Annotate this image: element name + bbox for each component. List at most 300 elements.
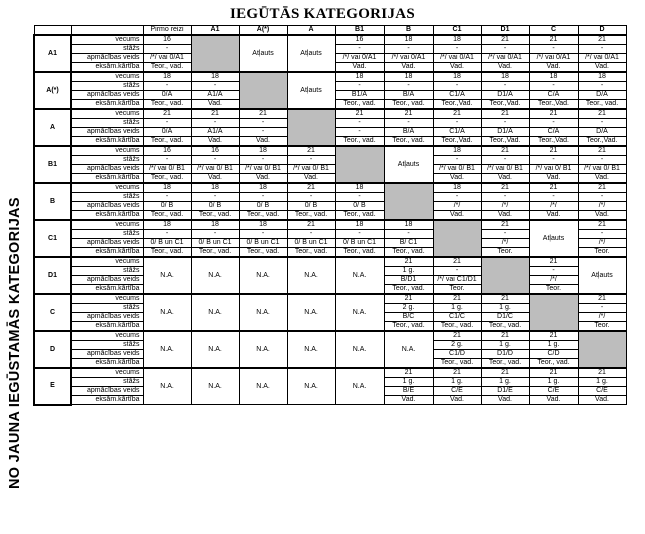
value-cell: 21 [433, 109, 481, 119]
value-cell: Vad. [529, 174, 578, 184]
value-cell: Teor., vad. [481, 359, 529, 369]
value-cell: - [529, 119, 578, 128]
value-cell: - [481, 45, 529, 54]
value-cell: Teor., vad. [384, 322, 433, 332]
value-cell: 0/A [143, 128, 191, 137]
value-cell: /*/ vai 0/ B1 [481, 165, 529, 174]
value-cell: - [433, 45, 481, 54]
row-label: vecums [71, 183, 143, 193]
value-cell: /*/ [529, 202, 578, 211]
value-cell: - [143, 45, 191, 54]
value-cell: 16 [143, 146, 191, 156]
value-cell: 21 [529, 331, 578, 341]
value-cell: - [143, 119, 191, 128]
value-cell: 21 [578, 146, 626, 156]
value-cell: Teor., vad. [481, 322, 529, 332]
row-label: vecums [71, 294, 143, 304]
value-cell: 18 [191, 220, 239, 230]
value-cell: - [433, 119, 481, 128]
value-cell: 21 [529, 368, 578, 378]
value-cell: /*/ [433, 202, 481, 211]
value-cell: 21 [143, 109, 191, 119]
na-cell: N.A. [335, 294, 384, 331]
na-cell: N.A. [287, 257, 335, 294]
value-cell: 1 g. [481, 341, 529, 350]
row-label: stāžs [71, 267, 143, 276]
value-cell: 21 [481, 35, 529, 45]
value-cell: Teor., vad. [578, 100, 626, 110]
row-label: vecums [71, 109, 143, 119]
value-cell: /*/ vai 0/A1 [143, 54, 191, 63]
row-label: apmācības veids [71, 239, 143, 248]
value-cell: 0/ B un C1 [143, 239, 191, 248]
value-cell: - [287, 230, 335, 239]
value-cell: - [578, 230, 626, 239]
value-cell: 21 [384, 294, 433, 304]
group-label-a: A [34, 109, 71, 146]
value-cell: Teor.,Vad. [578, 137, 626, 147]
row-label: eksām.kārtība [71, 322, 143, 332]
row-label: vecums [71, 257, 143, 267]
value-cell: 0/ B [335, 202, 384, 211]
header-first-time: Pirmo reizi [143, 26, 191, 36]
value-cell: - [433, 82, 481, 91]
na-cell: N.A. [239, 294, 287, 331]
value-cell: 18 [143, 220, 191, 230]
corner-cell [34, 26, 71, 36]
na-cell: N.A. [191, 294, 239, 331]
value-cell: 21 [529, 35, 578, 45]
value-cell: D1/E [481, 387, 529, 396]
row-label: vecums [71, 220, 143, 230]
row-label: vecums [71, 331, 143, 341]
value-cell: 18 [191, 183, 239, 193]
value-cell: - [384, 82, 433, 91]
value-cell: Teor., vad. [384, 100, 433, 110]
value-cell: B/A [384, 128, 433, 137]
value-cell: 1 g. [481, 304, 529, 313]
value-cell: Vad. [578, 211, 626, 221]
value-cell: Teor., vad. [191, 248, 239, 258]
group-label-as: A(*) [34, 72, 71, 109]
value-cell: C/A [529, 128, 578, 137]
value-cell: Teor., vad. [335, 137, 384, 147]
row-label: vecums [71, 72, 143, 82]
value-cell: 18 [433, 35, 481, 45]
value-cell: Teor.,Vad. [481, 137, 529, 147]
value-cell: Teor. [481, 248, 529, 258]
corner-cell [71, 26, 143, 36]
value-cell: Vad. [384, 63, 433, 73]
value-cell: - [239, 156, 287, 165]
value-cell: Teor.,Vad. [529, 100, 578, 110]
value-cell: 21 [578, 183, 626, 193]
value-cell: - [143, 156, 191, 165]
value-cell: 21 [481, 183, 529, 193]
value-cell: Teor., vad. [143, 248, 191, 258]
value-cell: Teor.,Vad. [433, 137, 481, 147]
value-cell: 1 g. [529, 341, 578, 350]
value-cell: D/A [578, 128, 626, 137]
na-cell: N.A. [287, 294, 335, 331]
value-cell: Teor., vad. [287, 211, 335, 221]
value-cell: Vad. [578, 174, 626, 184]
value-cell: 21 [529, 257, 578, 267]
table-row [34, 183, 626, 193]
value-cell: 0/ B [143, 202, 191, 211]
row-label: stāžs [71, 304, 143, 313]
value-cell: B/A [384, 91, 433, 100]
value-cell: Teor., vad. [335, 248, 384, 258]
value-cell: - [578, 156, 626, 165]
header-b: B [384, 26, 433, 36]
value-cell: - [335, 45, 384, 54]
value-cell: Teor., vad. [143, 174, 191, 184]
row-label: stāžs [71, 156, 143, 165]
value-cell: B1/A [335, 91, 384, 100]
value-cell: Vad. [239, 137, 287, 147]
value-cell: /*/ vai 0/A1 [384, 54, 433, 63]
value-cell: - [481, 193, 529, 202]
value-cell: Teor., vad. [239, 248, 287, 258]
value-cell: 0/ B un C1 [287, 239, 335, 248]
value-cell: 21 [384, 109, 433, 119]
value-cell: - [529, 193, 578, 202]
value-cell: 21 [433, 294, 481, 304]
table-row [34, 257, 626, 267]
row-label: eksām.kārtība [71, 211, 143, 221]
na-cell: N.A. [191, 331, 239, 368]
value-cell: Vad. [578, 396, 626, 405]
value-cell: 18 [191, 72, 239, 82]
value-cell: 0/ B [239, 202, 287, 211]
header-c: C [529, 26, 578, 36]
value-cell: 21 [529, 109, 578, 119]
value-cell: D1/A [481, 91, 529, 100]
value-cell: - [335, 230, 384, 239]
value-cell: - [143, 193, 191, 202]
row-label: apmācības veids [71, 54, 143, 63]
value-cell: D/A [578, 91, 626, 100]
value-cell: 21 [481, 368, 529, 378]
na-cell: N.A. [239, 331, 287, 368]
group-label-c: C [34, 294, 71, 331]
table-row [34, 202, 626, 211]
value-cell: 18 [384, 35, 433, 45]
value-cell: /*/ [481, 239, 529, 248]
value-cell: - [191, 82, 239, 91]
value-cell: /*/ vai 0/ B1 [578, 165, 626, 174]
not-applicable-cell [191, 35, 239, 72]
row-label: stāžs [71, 378, 143, 387]
value-cell: - [143, 82, 191, 91]
value-cell: - [335, 82, 384, 91]
value-cell: - [143, 230, 191, 239]
value-cell: /*/ vai 0/A1 [335, 54, 384, 63]
table-row [34, 211, 626, 221]
value-cell: /*/ [578, 239, 626, 248]
row-label: apmācības veids [71, 350, 143, 359]
value-cell: 18 [335, 183, 384, 193]
value-cell: Teor., vad. [143, 63, 191, 73]
value-cell: - [578, 119, 626, 128]
value-cell: 21 [384, 368, 433, 378]
value-cell: 0/ B [287, 202, 335, 211]
value-cell: - [287, 193, 335, 202]
value-cell: 18 [335, 220, 384, 230]
value-cell: 21 [481, 146, 529, 156]
na-cell: N.A. [335, 331, 384, 368]
header-row [34, 26, 626, 36]
value-cell: Teor., vad. [143, 100, 191, 110]
page-title: IEGŪTĀS KATEGORIJAS [229, 6, 416, 22]
value-cell: C/A [529, 91, 578, 100]
row-label: apmācības veids [71, 128, 143, 137]
value-cell: 18 [384, 220, 433, 230]
allowed-cell: Atļauts [287, 35, 335, 72]
value-cell: Vad. [529, 211, 578, 221]
value-cell: - [239, 230, 287, 239]
row-label: eksām.kārtība [71, 63, 143, 73]
value-cell: - [481, 230, 529, 239]
table-row [34, 109, 626, 119]
value-cell: /*/ vai 0/A1 [529, 54, 578, 63]
value-cell: Vad. [529, 63, 578, 73]
row-label: vecums [71, 146, 143, 156]
row-label: eksām.kārtība [71, 359, 143, 369]
value-cell: Teor., vad. [433, 359, 481, 369]
row-label: stāžs [71, 341, 143, 350]
value-cell: 1 g. [529, 378, 578, 387]
value-cell: Teor., vad. [384, 285, 433, 295]
header-as: A(*) [239, 26, 287, 36]
not-applicable-cell [335, 146, 384, 183]
table-row [34, 220, 626, 230]
na-cell: N.A. [143, 294, 191, 331]
row-label: eksām.kārtība [71, 137, 143, 147]
value-cell: /*/ vai 0/A1 [481, 54, 529, 63]
value-cell: - [529, 82, 578, 91]
value-cell: 18 [433, 146, 481, 156]
value-cell: /*/ vai C1/D1 [433, 276, 481, 285]
row-label: stāžs [71, 193, 143, 202]
value-cell: /*/ [578, 313, 626, 322]
value-cell: 18 [529, 72, 578, 82]
value-cell: 21 [578, 35, 626, 45]
na-cell: N.A. [191, 368, 239, 405]
na-cell: N.A. [191, 257, 239, 294]
group-label-d1: D1 [34, 257, 71, 294]
value-cell: - [578, 193, 626, 202]
value-cell: C1/C [433, 313, 481, 322]
value-cell: 21 [481, 109, 529, 119]
value-cell: 21 [287, 220, 335, 230]
value-cell: - [191, 230, 239, 239]
group-label-c1: C1 [34, 220, 71, 257]
not-applicable-cell [529, 294, 578, 331]
table-row [34, 368, 626, 378]
value-cell: /*/ vai 0/ B1 [239, 165, 287, 174]
value-cell: 21 [578, 220, 626, 230]
value-cell: - [578, 82, 626, 91]
value-cell: 21 [191, 109, 239, 119]
value-cell: 21 [578, 368, 626, 378]
header-d: D [578, 26, 626, 36]
value-cell: /*/ vai 0/A1 [578, 54, 626, 63]
value-cell: 21 [578, 109, 626, 119]
allowed-cell: Atļauts [287, 72, 335, 109]
value-cell: B/C [384, 313, 433, 322]
allowed-cell: Atļauts [529, 220, 578, 257]
value-cell: 16 [191, 146, 239, 156]
value-cell: /*/ vai 0/ B1 [143, 165, 191, 174]
table-row [34, 146, 626, 156]
value-cell: Teor., vad. [143, 211, 191, 221]
allowed-cell: Atļauts [239, 35, 287, 72]
value-cell: Teor. [578, 322, 626, 332]
row-label: stāžs [71, 82, 143, 91]
value-cell: Vad. [433, 63, 481, 73]
value-cell: - [529, 267, 578, 276]
value-cell: - [481, 82, 529, 91]
row-label: eksām.kārtība [71, 285, 143, 295]
value-cell: Vad. [287, 174, 335, 184]
group-label-b: B [34, 183, 71, 220]
value-cell: Vad. [433, 396, 481, 405]
value-cell: - [578, 304, 626, 313]
value-cell: - [191, 193, 239, 202]
value-cell: 18 [433, 183, 481, 193]
value-cell: C1/A [433, 91, 481, 100]
value-cell: /*/ [481, 202, 529, 211]
value-cell: 1 g. [578, 378, 626, 387]
value-cell: Teor.,Vad. [529, 137, 578, 147]
not-applicable-cell [287, 109, 335, 146]
value-cell: 0/ B un C1 [191, 239, 239, 248]
row-label: eksām.kārtība [71, 396, 143, 405]
value-cell: - [384, 45, 433, 54]
value-cell: Teor., vad. [143, 137, 191, 147]
value-cell: C/E [529, 387, 578, 396]
value-cell: Vad. [578, 63, 626, 73]
value-cell: Teor., vad. [529, 359, 578, 369]
table-row [34, 193, 626, 202]
value-cell: B/ C1 [384, 239, 433, 248]
value-cell: Teor. [433, 285, 481, 295]
value-cell: Vad. [481, 396, 529, 405]
row-label: apmācības veids [71, 91, 143, 100]
na-cell: N.A. [287, 331, 335, 368]
value-cell: 16 [335, 35, 384, 45]
value-cell: /*/ [529, 276, 578, 285]
value-cell: - [239, 119, 287, 128]
value-cell: Vad. [481, 211, 529, 221]
value-cell: 18 [433, 72, 481, 82]
header-b1: B1 [335, 26, 384, 36]
value-cell: /*/ vai 0/ B1 [287, 165, 335, 174]
na-cell: N.A. [287, 368, 335, 405]
value-cell: Vad. [481, 63, 529, 73]
value-cell: C/E [578, 387, 626, 396]
row-label: vecums [71, 368, 143, 378]
value-cell: 21 [481, 331, 529, 341]
allowed-cell: Atļauts [578, 257, 626, 294]
value-cell: /*/ [578, 202, 626, 211]
category-table [33, 25, 627, 406]
value-cell: 21 [529, 146, 578, 156]
table-row [34, 174, 626, 184]
header-d1: D1 [481, 26, 529, 36]
row-label: stāžs [71, 119, 143, 128]
value-cell: A1/A [191, 91, 239, 100]
table-row [34, 165, 626, 174]
table-row [34, 35, 626, 45]
value-cell: - [481, 156, 529, 165]
na-cell: N.A. [143, 368, 191, 405]
value-cell: 0/A [143, 91, 191, 100]
value-cell: Teor., vad. [384, 248, 433, 258]
na-cell: N.A. [239, 257, 287, 294]
value-cell: 18 [239, 220, 287, 230]
value-cell: - [384, 119, 433, 128]
value-cell: 18 [481, 72, 529, 82]
not-applicable-cell [239, 72, 287, 109]
value-cell: - [384, 230, 433, 239]
value-cell: 1 g. [481, 378, 529, 387]
value-cell: 18 [143, 183, 191, 193]
value-cell: Teor., vad. [384, 137, 433, 147]
value-cell: - [433, 267, 481, 276]
value-cell: 0/ B un C1 [239, 239, 287, 248]
row-label: apmācības veids [71, 387, 143, 396]
na-cell: N.A. [143, 331, 191, 368]
value-cell: 21 [433, 257, 481, 267]
table-row [34, 156, 626, 165]
value-cell: Vad. [191, 100, 239, 110]
not-applicable-cell [433, 220, 481, 257]
value-cell: 18 [335, 72, 384, 82]
value-cell: D1/D [481, 350, 529, 359]
value-cell: 21 [481, 220, 529, 230]
value-cell: D1/C [481, 313, 529, 322]
value-cell: - [191, 119, 239, 128]
value-cell: 21 [433, 368, 481, 378]
value-cell: Teor.,Vad. [481, 100, 529, 110]
value-cell: Vad. [191, 137, 239, 147]
value-cell: - [191, 156, 239, 165]
value-cell: B/E [384, 387, 433, 396]
value-cell: - [287, 156, 335, 165]
value-cell: - [481, 119, 529, 128]
value-cell: 18 [143, 72, 191, 82]
row-label: eksām.kārtība [71, 248, 143, 258]
table-row [34, 331, 626, 341]
value-cell: C/E [433, 387, 481, 396]
value-cell: /*/ vai 0/ B1 [433, 165, 481, 174]
value-cell: /*/ vai 0/ B1 [529, 165, 578, 174]
value-cell: 16 [143, 35, 191, 45]
value-cell: 21 [529, 183, 578, 193]
value-cell: 2 g. [433, 341, 481, 350]
row-label: apmācības veids [71, 276, 143, 285]
value-cell: 2 g. [384, 304, 433, 313]
value-cell: 21 [433, 331, 481, 341]
value-cell: - [529, 45, 578, 54]
header-a: A [287, 26, 335, 36]
row-label: apmācības veids [71, 313, 143, 322]
value-cell: 18 [239, 146, 287, 156]
value-cell: - [433, 193, 481, 202]
